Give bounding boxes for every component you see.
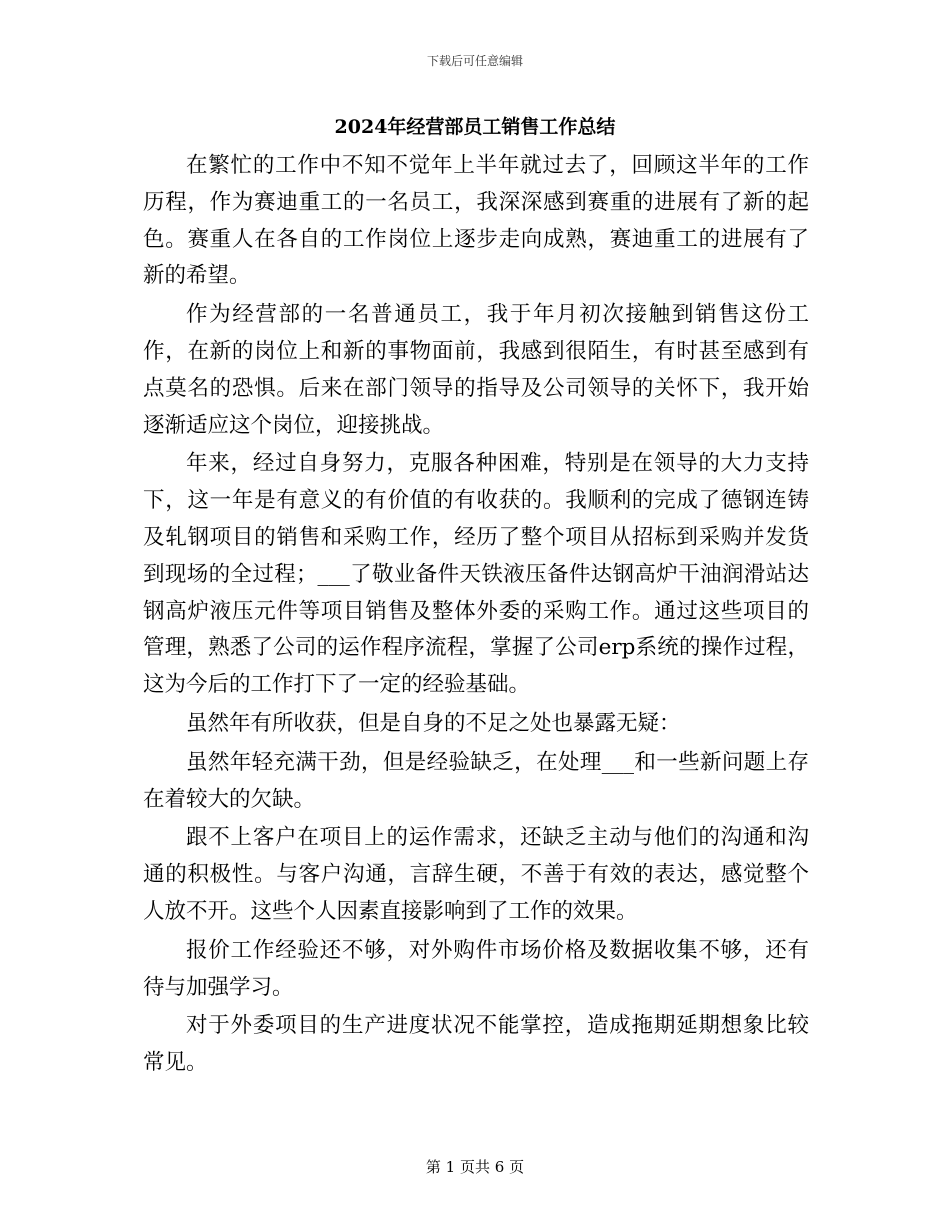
paragraph-5: 虽然年轻充满干劲，但是经验缺乏，在处理___和一些新问题上存在着较大的欠缺。 [143, 749, 809, 812]
document-title: 2024年经营部员工销售工作总结 [334, 116, 616, 138]
paragraph-8: 对于外委项目的生产进度状况不能掌控，造成拖期延期想象比较常见。 [143, 1013, 809, 1076]
paragraph-1: 在繁忙的工作中不知不觉年上半年就过去了，回顾这半年的工作历程，作为赛迪重工的一名员工，我深深感到赛重的进展有了新的起色。赛重人在各自的工作岗位上逐步走向成熟，赛迪重工的进展有了新的希望。 [143, 153, 809, 289]
paragraph-6: 跟不上客户在项目上的运作需求，还缺乏主动与他们的沟通和沟通的积极性。与客户沟通，言辞生硬，不善于有效的表达，感觉整个人放不开。这些个人因素直接影响到了工作的效果。 [143, 825, 809, 924]
page-number-footer: 第 1 页共 6 页 [425, 1158, 525, 1176]
paragraph-4: 虽然年有所收获，但是自身的不足之处也暴露无疑： [186, 710, 681, 736]
paragraph-3: 年来，经过自身努力，克服各种困难，特别是在领导的大力支持下，这一年是有意义的有价值的有收获的。我顺利的完成了德钢连铸及轧钢项目的销售和采购工作，经历了整个项目从招标到采购并发货到现场的全过程；___了敬业备件天铁液压备件达钢高炉干油润滑站达钢高炉液压元件等项目销售及整体外委的采购工作。通过这些项目的管理，熟悉了公司的运作程序流程，掌握了公司erp系统的操作过程，这为今后的工作打下了一定的经验基础。 [143, 451, 809, 698]
paragraph-7: 报价工作经验还不够，对外购件市场价格及数据收集不够，还有待与加强学习。 [143, 937, 809, 1000]
paragraph-2: 作为经营部的一名普通员工，我于年月初次接触到销售这份工作，在新的岗位上和新的事物面前，我感到很陌生，有时甚至感到有点莫名的恐惧。后来在部门领导的指导及公司领导的关怀下，我开始逐渐适应这个岗位，迎接挑战。 [143, 302, 809, 438]
document-body [143, 148, 809, 1084]
header-note: 下载后可任意编辑 [426, 54, 523, 68]
